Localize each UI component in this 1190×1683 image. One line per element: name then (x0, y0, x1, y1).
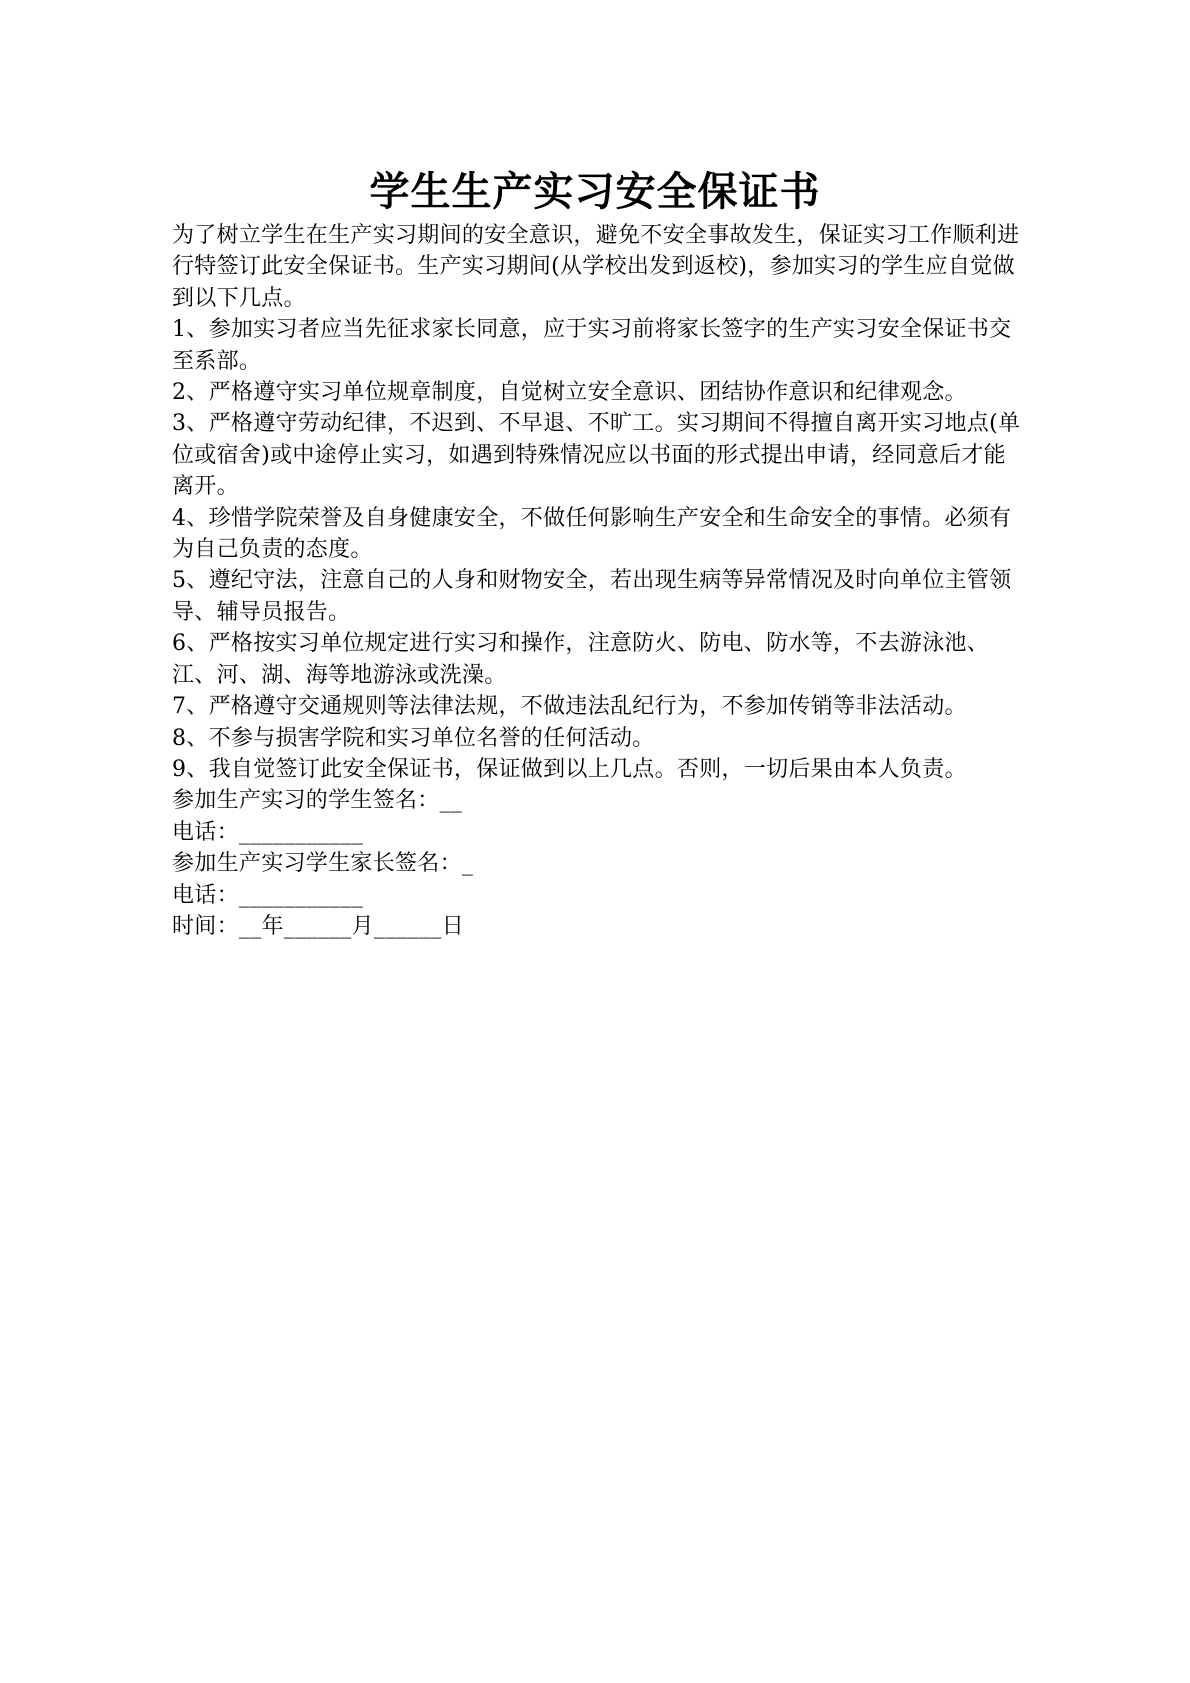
date-field: 时间：__年______月______日 (172, 913, 465, 939)
intro-paragraph: 为了树立学生在生产实习期间的安全意识，避免不安全事故发生，保证实习工作顺利进行特签订此安全保证书。生产实习期间(从学校出发到返校)，参加实习的学生应自觉做到以下几点。 (172, 223, 1020, 311)
item-9: 9、我自觉签订此安全保证书，保证做到以上几点。否则，一切后果由本人负责。 (172, 756, 967, 782)
student-phone-field: 电话：___________ (172, 819, 364, 845)
item-2: 2、严格遵守实习单位规章制度，自觉树立安全意识、团结协作意识和纪律观念。 (172, 380, 967, 406)
document-title: 学生生产实习安全保证书 (369, 168, 821, 215)
student-signature-field: 参加生产实习的学生签名：__ (172, 788, 463, 814)
parent-signature-field: 参加生产实习学生家长签名：_ (172, 851, 474, 877)
document-body (172, 220, 1028, 942)
item-5: 5、遵纪守法，注意自己的人身和财物安全，若出现生病等异常情况及时向单位主管领导、辅导员报告。 (172, 568, 1012, 625)
item-4: 4、珍惜学院荣誉及自身健康安全，不做任何影响生产安全和生命安全的事情。必须有为自己负责的态度。 (172, 505, 1012, 563)
item-8: 8、不参与损害学院和实习单位名誉的任何活动。 (172, 725, 655, 751)
item-7: 7、严格遵守交通规则等法律法规，不做违法乱纪行为，不参加传销等非法活动。 (172, 694, 967, 720)
item-6: 6、严格按实习单位规定进行实习和操作，注意防火、防电、防水等，不去游泳池、江、河、湖、海等地游泳或洗澡。 (172, 631, 990, 688)
item-1: 1、参加实习者应当先征求家长同意，应于实习前将家长签字的生产实习安全保证书交至系部。 (172, 317, 1012, 374)
parent-phone-field: 电话：___________ (172, 882, 364, 908)
item-3: 3、严格遵守劳动纪律，不迟到、不早退、不旷工。实习期间不得擅自离开实习地点(单位或宿舍)或中途停止实习，如遇到特殊情况应以书面的形式提出申请，经同意后才能离开。 (172, 411, 1021, 500)
